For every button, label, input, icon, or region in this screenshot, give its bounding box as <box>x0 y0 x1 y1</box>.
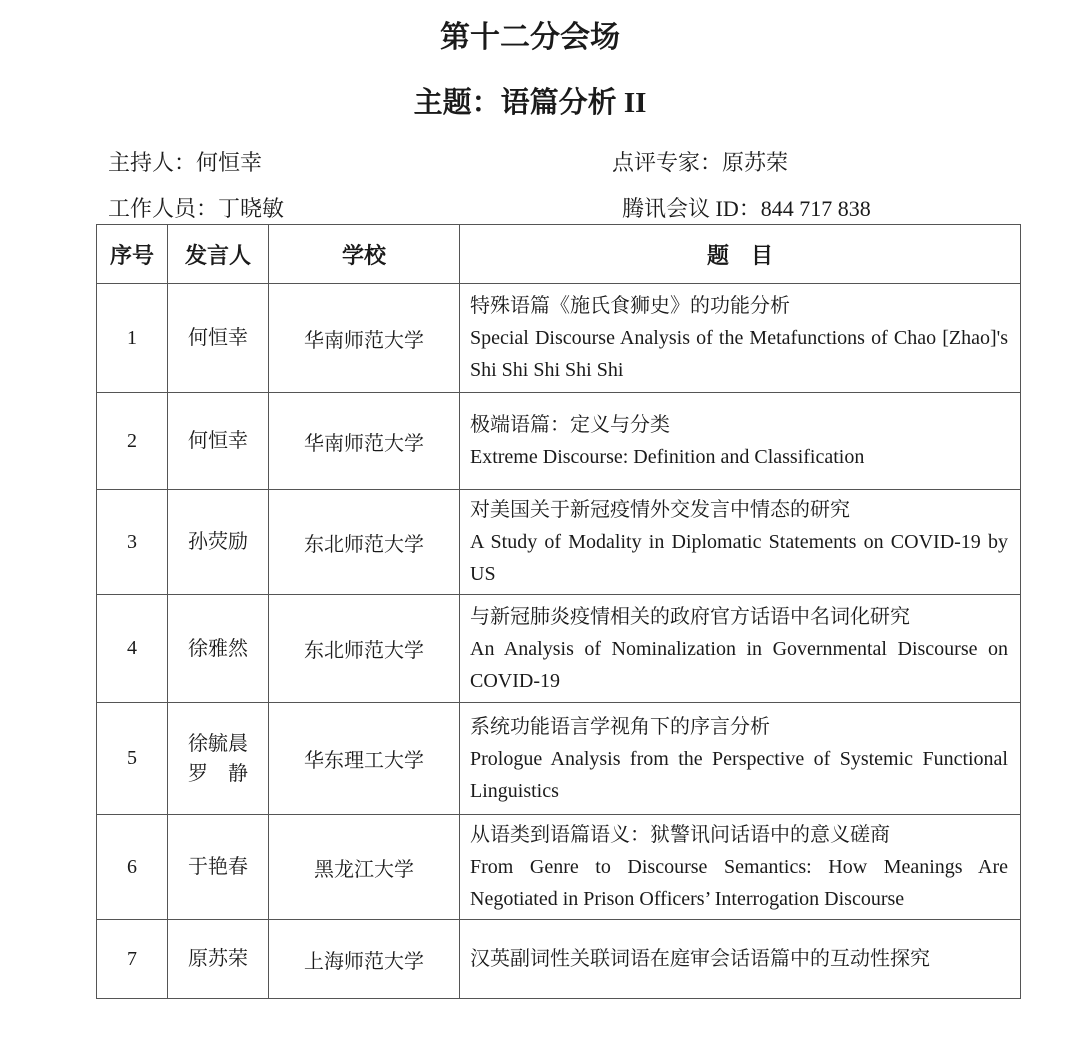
title-chinese: 对美国关于新冠疫情外交发言中情态的研究 <box>470 499 850 521</box>
meeting-id: 腾讯会议 ID：844 717 838 <box>622 196 871 221</box>
speaker-name-2: 罗 静 <box>188 762 248 785</box>
speaker-cell <box>168 920 269 999</box>
header-no: 序号 <box>97 225 168 284</box>
schedule-table <box>96 224 1021 999</box>
school: 东北师范大学 <box>269 490 460 595</box>
title-english: Special Discourse Analysis of the Metafunctions of Chao [Zhao]'s Shi Shi Shi Shi Shi <box>470 327 1008 381</box>
title-chinese: 极端语篇：定义与分类 <box>470 414 670 436</box>
row-number: 2 <box>97 393 168 490</box>
speaker-name: 何恒幸 <box>188 430 248 452</box>
title-english: An Analysis of Nominalization in Governmental Discourse on COVID-19 <box>470 637 1008 692</box>
row-number: 3 <box>97 490 168 595</box>
session-title: 第十二分会场 <box>440 20 620 55</box>
header-speaker: 发言人 <box>168 225 269 284</box>
row-number: 6 <box>97 815 168 920</box>
school: 华南师范大学 <box>269 393 460 490</box>
speaker-name: 徐雅然 <box>188 637 248 660</box>
school: 华南师范大学 <box>269 284 460 393</box>
title-chinese: 汉英副词性关联词语在庭审会话语篇中的互动性探究 <box>470 948 930 970</box>
speaker-cell <box>168 703 269 815</box>
table-row <box>97 393 1021 490</box>
speaker-name: 孙荧励 <box>188 531 248 553</box>
talk-title <box>460 703 1021 815</box>
title-english: A Study of Modality in Diplomatic Statements on COVID-19 by US <box>470 531 1008 585</box>
title-chinese: 与新冠肺炎疫情相关的政府官方话语中名词化研究 <box>470 605 910 628</box>
speaker-cell <box>168 815 269 920</box>
row-number: 7 <box>97 920 168 999</box>
staff: 工作人员：丁晓敏 <box>108 196 285 221</box>
speaker-cell <box>168 595 269 703</box>
title-chinese: 系统功能语言学视角下的序言分析 <box>470 715 770 738</box>
title-english: Prologue Analysis from the Perspective of Systemic Functional Linguistics <box>470 747 1008 802</box>
school: 华东理工大学 <box>269 703 460 815</box>
speaker-cell <box>168 393 269 490</box>
table-row <box>97 815 1021 920</box>
title-chinese: 从语类到语篇语义：狱警讯问话语中的意义磋商 <box>470 824 890 846</box>
row-number: 1 <box>97 284 168 393</box>
table-row <box>97 595 1021 703</box>
title-english: From Genre to Discourse Semantics: How Meanings Are Negotiated in Prison Officers’ Interrogation Discourse <box>470 856 1008 910</box>
table-row <box>97 703 1021 815</box>
reviewer: 点评专家：原苏荣 <box>612 150 789 175</box>
speaker-name: 徐毓晨 <box>188 732 248 755</box>
talk-title <box>460 393 1021 490</box>
speaker-name: 于艳春 <box>188 856 248 878</box>
title-english: Extreme Discourse: Definition and Classification <box>470 446 865 468</box>
talk-title <box>460 920 1021 999</box>
speaker-name: 原苏荣 <box>188 948 248 970</box>
header-title: 题 目 <box>460 225 1021 284</box>
host: 主持人：何恒幸 <box>108 150 263 175</box>
table-row <box>97 920 1021 999</box>
school: 东北师范大学 <box>269 595 460 703</box>
speaker-cell <box>168 490 269 595</box>
speaker-name: 何恒幸 <box>188 327 248 349</box>
talk-title <box>460 815 1021 920</box>
session-theme: 主题：语篇分析 II <box>413 87 647 119</box>
title-chinese: 特殊语篇《施氏食狮史》的功能分析 <box>470 295 790 317</box>
row-number: 4 <box>97 595 168 703</box>
row-number: 5 <box>97 703 168 815</box>
talk-title <box>460 284 1021 393</box>
table-header <box>97 225 1021 284</box>
table-row <box>97 284 1021 393</box>
header-school: 学校 <box>269 225 460 284</box>
talk-title <box>460 595 1021 703</box>
school: 上海师范大学 <box>269 920 460 999</box>
talk-title <box>460 490 1021 595</box>
school: 黑龙江大学 <box>269 815 460 920</box>
speaker-cell <box>168 284 269 393</box>
table-row <box>97 490 1021 595</box>
